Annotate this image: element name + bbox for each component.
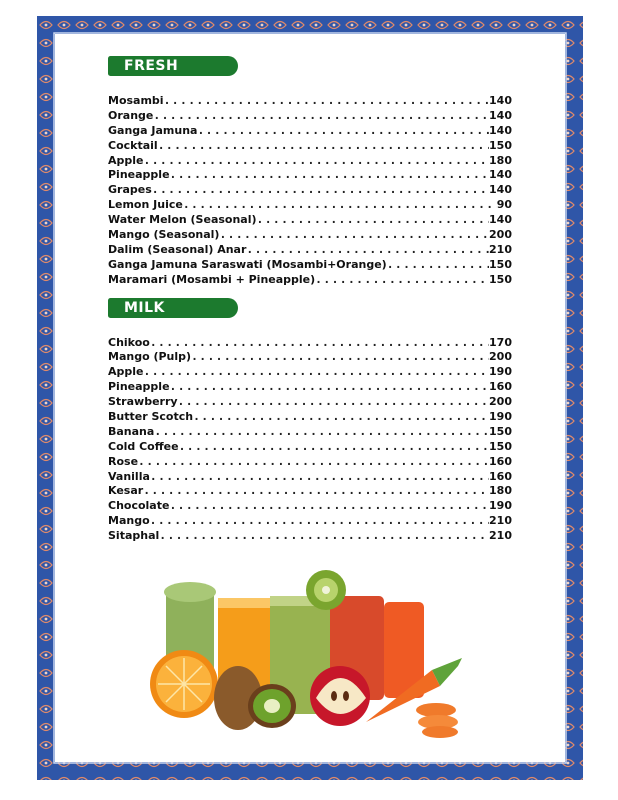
dot-leader bbox=[246, 243, 489, 258]
menu-list bbox=[108, 336, 512, 544]
menu-item bbox=[108, 440, 512, 455]
item-name: Apple bbox=[108, 365, 144, 379]
menu-item bbox=[108, 109, 512, 124]
item-name: Pineapple bbox=[108, 168, 170, 182]
item-name: Strawberry bbox=[108, 395, 178, 409]
dot-leader bbox=[183, 198, 497, 213]
item-price: 160 bbox=[489, 380, 512, 394]
item-name: Butter Scotch bbox=[108, 410, 194, 424]
section-title: MILK DELIGHT bbox=[108, 298, 238, 318]
menu-item bbox=[108, 258, 512, 273]
item-price: 150 bbox=[489, 272, 512, 286]
menu-item bbox=[108, 410, 512, 425]
item-price: 180 bbox=[489, 484, 512, 498]
item-name: Pineapple bbox=[108, 380, 170, 394]
item-name: Mango (Pulp) bbox=[108, 350, 192, 364]
item-price: 190 bbox=[489, 499, 512, 513]
dot-leader bbox=[143, 484, 489, 499]
item-name: Maramari (Mosambi + Pineapple) bbox=[108, 272, 316, 286]
item-price: 180 bbox=[489, 153, 512, 167]
item-price: 140 bbox=[489, 168, 512, 182]
item-name: Chocolate bbox=[108, 499, 170, 513]
menu-item bbox=[108, 350, 512, 365]
dot-leader bbox=[170, 380, 490, 395]
dot-leader bbox=[191, 350, 489, 365]
item-name: Ganga Jamuna bbox=[108, 123, 198, 137]
dot-leader bbox=[219, 228, 489, 243]
item-price: 200 bbox=[489, 395, 512, 409]
dot-leader bbox=[197, 124, 489, 139]
item-name: Grapes bbox=[108, 183, 152, 197]
item-name: Banana bbox=[108, 424, 155, 438]
dot-leader bbox=[257, 213, 490, 228]
menu-item bbox=[108, 455, 512, 470]
item-price: 200 bbox=[489, 350, 512, 364]
item-name: Cold Coffee bbox=[108, 439, 179, 453]
item-name: Ganga Jamuna Saraswati (Mosambi+Orange) bbox=[108, 257, 387, 271]
item-price: 170 bbox=[489, 335, 512, 349]
item-name: Apple bbox=[108, 153, 144, 167]
menu-item bbox=[108, 124, 512, 139]
item-price: 150 bbox=[489, 257, 512, 271]
section-milk-delight bbox=[108, 298, 512, 544]
dot-leader bbox=[150, 336, 489, 351]
menu-item bbox=[108, 94, 512, 109]
item-price: 160 bbox=[489, 469, 512, 483]
dot-leader bbox=[178, 395, 489, 410]
item-name: Water Melon (Seasonal) bbox=[108, 213, 257, 227]
dot-leader bbox=[152, 183, 489, 198]
item-name: Lemon Juice bbox=[108, 198, 183, 212]
menu-item bbox=[108, 380, 512, 395]
menu-item bbox=[108, 139, 512, 154]
menu-item bbox=[108, 470, 512, 485]
menu-item bbox=[108, 213, 512, 228]
menu-item bbox=[108, 228, 512, 243]
item-price: 160 bbox=[489, 454, 512, 468]
dot-leader bbox=[150, 470, 489, 485]
dot-leader bbox=[169, 499, 489, 514]
dot-leader bbox=[153, 109, 489, 124]
item-name: Chikoo bbox=[108, 335, 150, 349]
dot-leader bbox=[154, 425, 489, 440]
item-price: 140 bbox=[489, 123, 512, 137]
item-name: Vanilla bbox=[108, 469, 150, 483]
menu-item bbox=[108, 168, 512, 183]
item-price: 210 bbox=[489, 514, 512, 528]
section-title: FRESH JUICE bbox=[108, 56, 238, 76]
item-price: 150 bbox=[489, 138, 512, 152]
item-price: 140 bbox=[489, 108, 512, 122]
dot-leader bbox=[150, 514, 489, 529]
dot-leader bbox=[144, 154, 490, 169]
juice-glasses-and-fruits-image bbox=[140, 562, 485, 740]
item-price: 140 bbox=[489, 183, 512, 197]
menu-item bbox=[108, 514, 512, 529]
dot-leader bbox=[387, 258, 489, 273]
dot-leader bbox=[164, 94, 489, 109]
dot-leader bbox=[179, 440, 489, 455]
item-name: Sitaphal bbox=[108, 529, 160, 543]
menu-item bbox=[108, 273, 512, 288]
item-price: 190 bbox=[489, 365, 512, 379]
item-price: 210 bbox=[489, 242, 512, 256]
menu-item bbox=[108, 484, 512, 499]
menu-item bbox=[108, 198, 512, 213]
menu-item bbox=[108, 425, 512, 440]
menu-item bbox=[108, 243, 512, 258]
dot-leader bbox=[170, 168, 490, 183]
item-price: 140 bbox=[489, 213, 512, 227]
item-price: 210 bbox=[489, 529, 512, 543]
item-name: Mosambi bbox=[108, 94, 164, 107]
menu-list bbox=[108, 94, 512, 288]
item-price: 140 bbox=[489, 94, 512, 107]
item-name: Mango (Seasonal) bbox=[108, 228, 220, 242]
menu-item bbox=[108, 336, 512, 351]
menu-item bbox=[108, 154, 512, 169]
item-name: Cocktail bbox=[108, 138, 158, 152]
item-name: Orange bbox=[108, 108, 154, 122]
dot-leader bbox=[159, 529, 489, 544]
dot-leader bbox=[144, 365, 490, 380]
menu-item bbox=[108, 529, 512, 544]
dot-leader bbox=[193, 410, 489, 425]
menu-item bbox=[108, 395, 512, 410]
item-name: Mango bbox=[108, 514, 150, 528]
item-price: 190 bbox=[489, 410, 512, 424]
dot-leader bbox=[138, 455, 489, 470]
menu-content bbox=[108, 56, 512, 544]
item-price: 150 bbox=[489, 439, 512, 453]
item-price: 200 bbox=[489, 228, 512, 242]
section-fresh-juice bbox=[108, 56, 512, 288]
item-price: 90 bbox=[496, 198, 512, 212]
dot-leader bbox=[158, 139, 489, 154]
menu-item bbox=[108, 183, 512, 198]
item-price: 150 bbox=[489, 424, 512, 438]
item-name: Dalim (Seasonal) Anar bbox=[108, 242, 247, 256]
item-name: Rose bbox=[108, 454, 139, 468]
dot-leader bbox=[315, 273, 489, 288]
menu-item bbox=[108, 499, 512, 514]
menu-item bbox=[108, 365, 512, 380]
item-name: Kesar bbox=[108, 484, 144, 498]
